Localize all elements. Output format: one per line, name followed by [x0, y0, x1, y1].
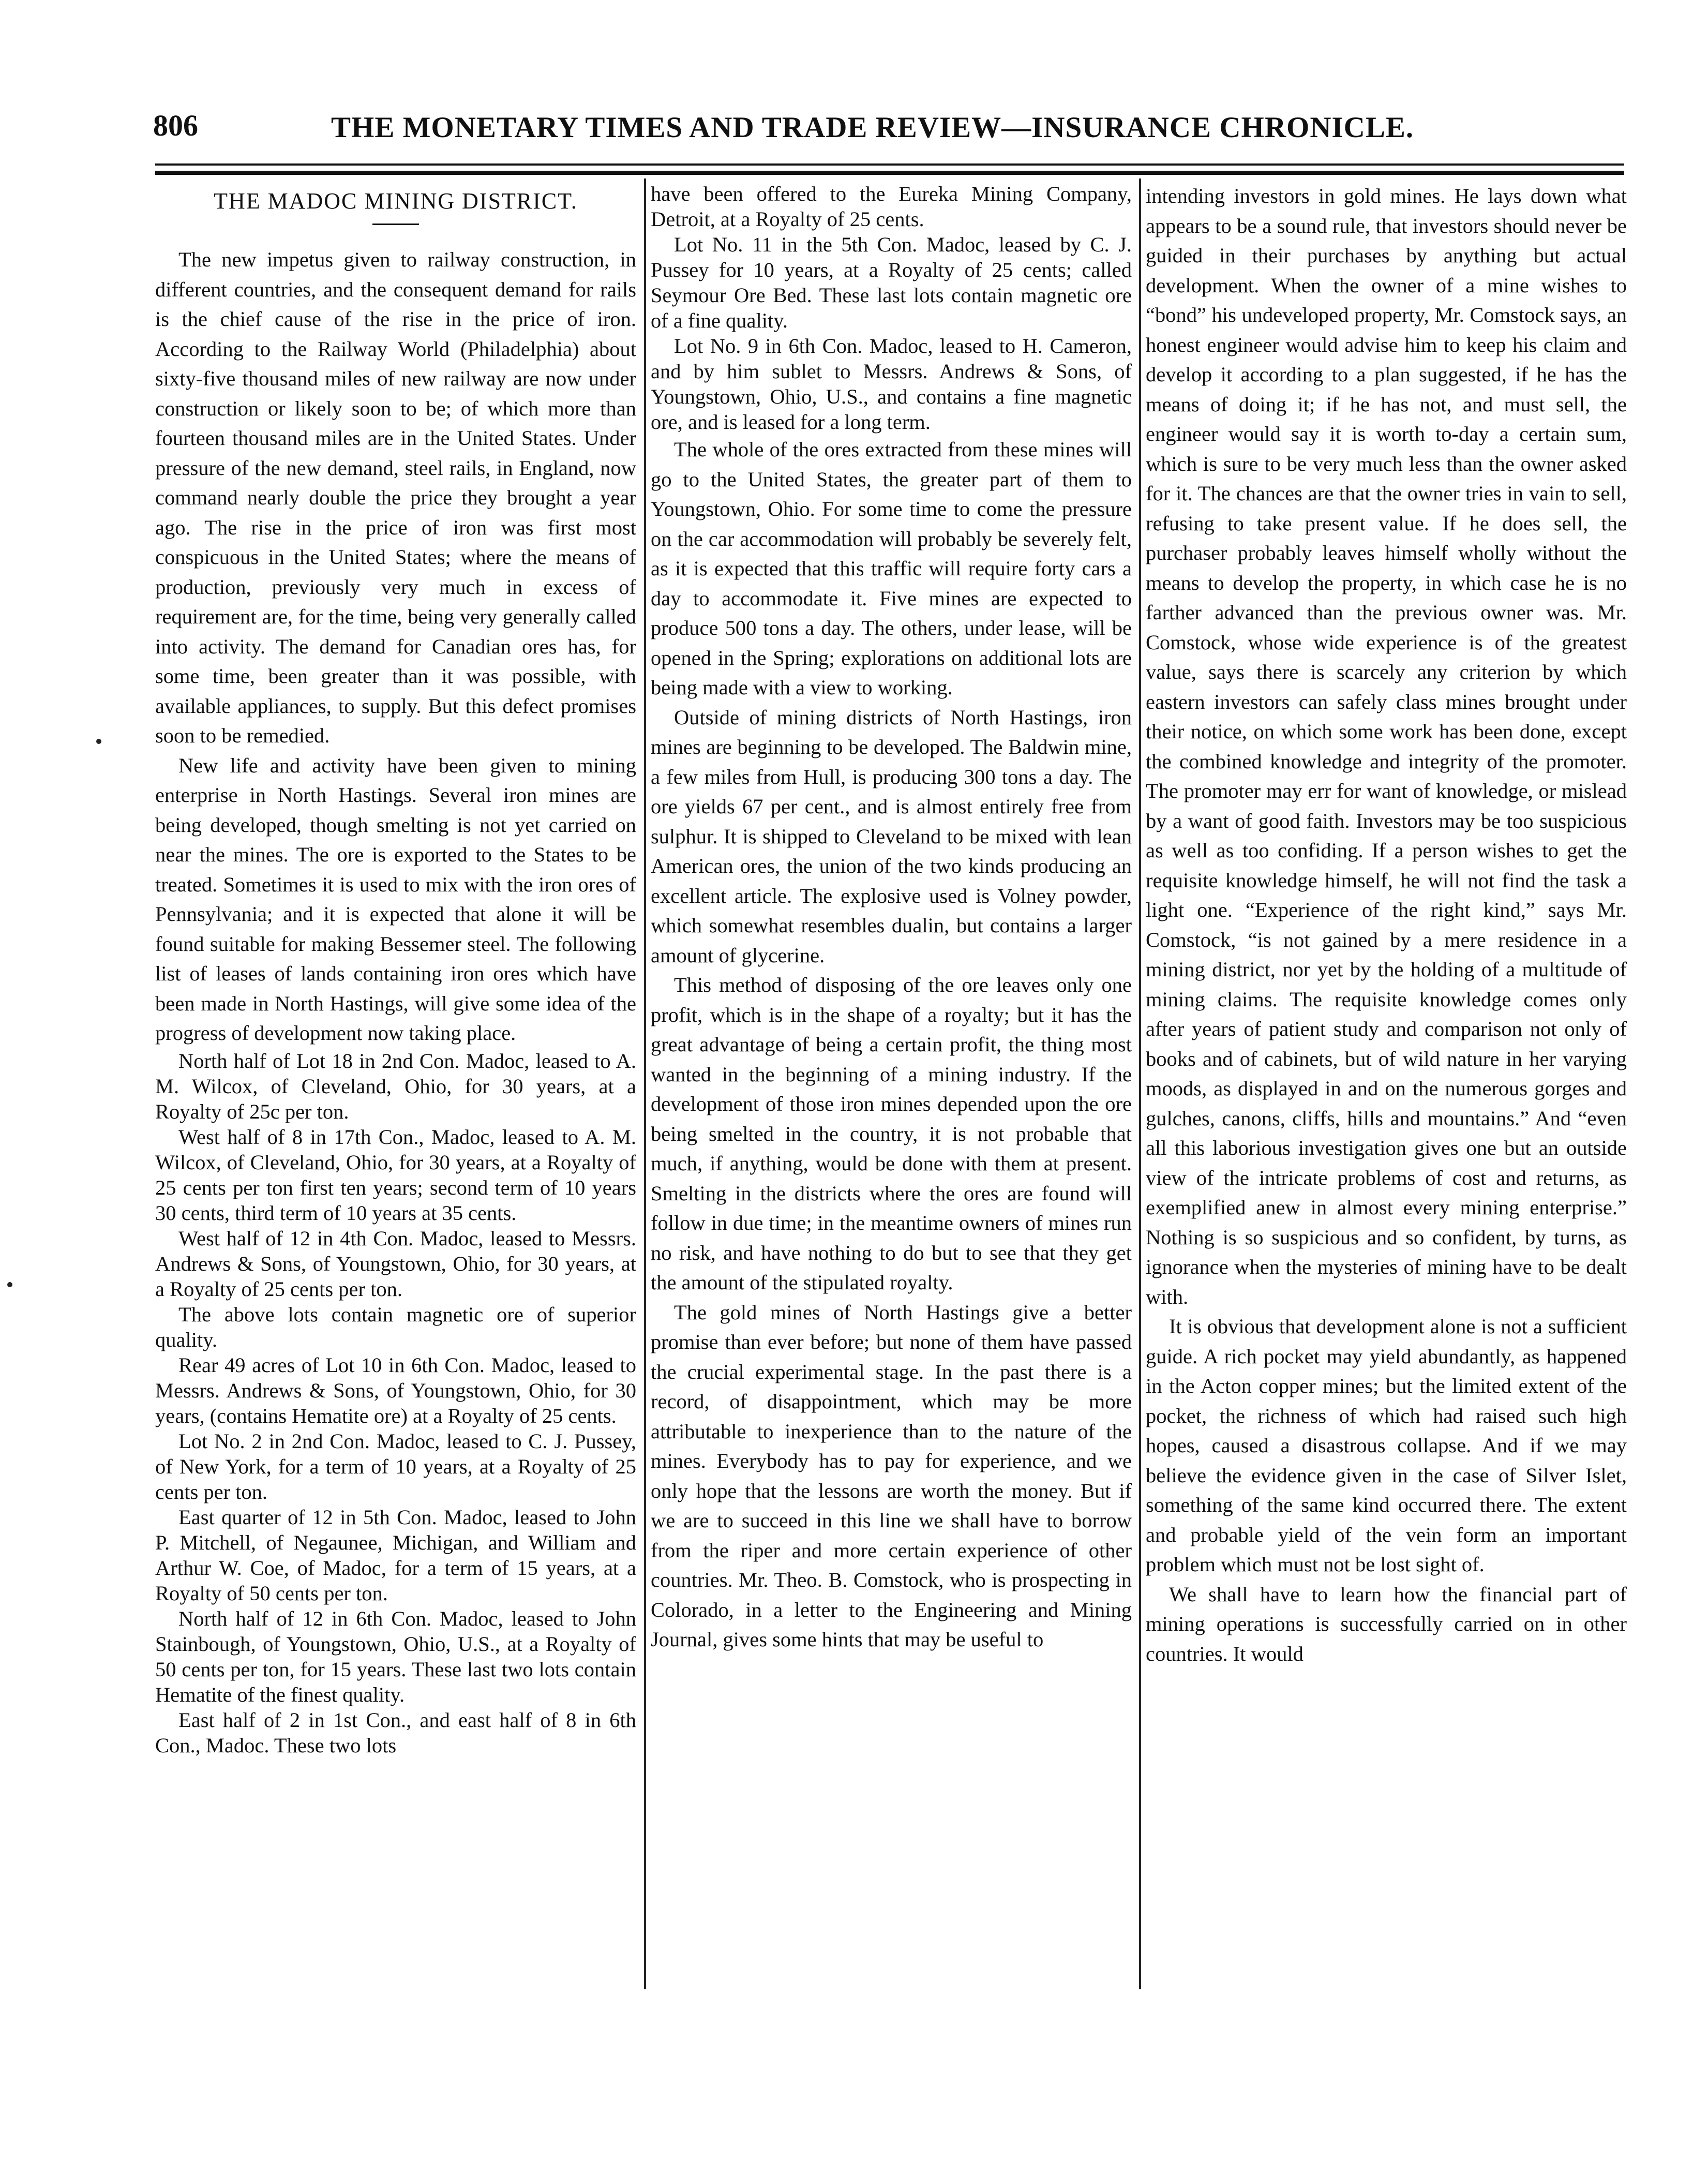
lease-entry: The above lots contain magnetic ore of superior quality. — [155, 1302, 636, 1351]
paragraph: The gold mines of North Hastings give a better promise than ever before; but none of them have passed the crucial experimental stage. In the past there is a record, of disappointment, which may be more attributable to inexperience than to the nature of the mines. Everybody has to pay for experience, and we only hope that the lessons are worth the money. But if we are to succeed in this line we shall have to borrow from the riper and more certain experience of other countries. Mr. Theo. B. Comstock, who is prospecting in Colorado, in a letter to the Engineering and Mining Journal, gives some hints that may be useful to — [651, 1300, 1132, 1651]
column-divider-1 — [644, 178, 646, 1989]
title-rule — [372, 224, 419, 225]
lease-entry: Rear 49 acres of Lot 10 in 6th Con. Madoc, leased to Messrs. Andrews & Sons, of Youngstown, Ohio, for 30 years, (contains Hematite ore) at a Royalty of 25 cents. — [155, 1353, 636, 1427]
page-number: 806 — [153, 109, 198, 142]
running-head: THE MONETARY TIMES AND TRADE REVIEW—INSURANCE CHRONICLE. — [331, 111, 1414, 144]
paragraph: This method of disposing of the ore leaves only one profit, which is in the shape of a royalty; but it has the great advantage of being a certain profit, the thing most wanted in the beginning of a mining industry. If the development of those iron mines depended upon the ore being smelted in the country, it is not probable that much, if anything, would be done with them at present. Smelting in the districts where the ores are found will follow in due time; in the meantime owners of mines run no risk, and have nothing to do but to see that they get the amount of the stipulated royalty. — [651, 973, 1132, 1294]
paragraph: The whole of the ores extracted from these mines will go to the United States, the greater part of them to Youngstown, Ohio. For some time to come the pressure on the car accommodation will probably be severely felt, as it is expected that this traffic will require forty cars a day to accommodate it. Five mines are expected to produce 500 tons a day. The others, under lease, will be opened in the Spring; explorations on additional lots are being made with a view to working. — [651, 438, 1132, 699]
lease-entry: West half of 8 in 17th Con., Madoc, leased to A. M. Wilcox, of Cleveland, Ohio, for 30 years, at a Royalty of 25 cents per ton first ten years; second term of 10 years 30 cents, third term of 10 years at 35 cents. — [155, 1125, 636, 1225]
lease-entry: North half of 12 in 6th Con. Madoc, leased to John Stainbough, of Youngstown, Ohio, U.S., at a Royalty of 50 cents per ton, for 15 years. These last two lots contain Hematite of the finest quality. — [155, 1606, 636, 1706]
lease-entry: West half of 12 in 4th Con. Madoc, leased to Messrs. Andrews & Sons, of Youngstown, Ohio, for 30 years, at a Royalty of 25 cents per ton. — [155, 1226, 636, 1301]
lease-entry: North half of Lot 18 in 2nd Con. Madoc, leased to A. M. Wilcox, of Cleveland, Ohio, for 30 years, at a Royalty of 25c per ton. — [155, 1049, 636, 1123]
lease-entry: Lot No. 11 in the 5th Con. Madoc, leased by C. J. Pussey for 10 years, at a Royalty of 25 cents; called Seymour Ore Bed. These last lots contain magnetic ore of a fine quality. — [651, 233, 1132, 332]
paragraph: Outside of mining districts of North Hastings, iron mines are beginning to be developed. The Baldwin mine, a few miles from Hull, is producing 300 tons a day. The ore yields 67 per cent., and is almost entirely free from sulphur. It is shipped to Cleveland to be mixed with lean American ores, the union of the two kinds producing an excellent article. The explosive used is Volney powder, which somewhat resembles dualin, but contains a larger amount of glycerine. — [651, 705, 1132, 967]
paragraph: The new impetus given to railway construction, in different countries, and the consequent demand for rails is the chief cause of the rise in the price of iron. According to the Railway World (Philadelphia) about sixty-five thousand miles of new railway are now under construction or likely soon to be; of which more than fourteen thousand miles are in the United States. Under pressure of the new demand, steel rails, in England, now command nearly double the price they brought a year ago. The rise in the price of iron was first most conspicuous in the United States; where the means of production, previously very much in excess of requirement are, for the time, being very generally called into activity. The demand for Canadian ores has, for some time, been greater than it was possible, with available appliances, to supply. But this defect promises soon to be remedied. — [155, 248, 636, 747]
lease-entry: Lot No. 9 in 6th Con. Madoc, leased to H. Cameron, and by him sublet to Messrs. Andrews & Sons, of Youngstown, Ohio, U.S., and contains a fine magnetic ore, and is leased for a long term. — [651, 334, 1132, 434]
column-1 — [155, 181, 636, 2095]
header-rule-thick — [155, 171, 1624, 175]
lease-entry: East quarter of 12 in 5th Con. Madoc, leased to John P. Mitchell, of Negaunee, Michigan, and William and Arthur W. Coe, of Madoc, for a term of 15 years, at a Royalty of 50 cents per ton. — [155, 1505, 636, 1605]
paragraph: New life and activity have been given to mining enterprise in North Hastings. Several iron mines are being developed, though smelting is not yet carried on near the mines. The ore is exported to the States to be treated. Sometimes it is used to mix with the iron ores of Pennsylvania; and it is expected that alone it will be found suitable for making Bessemer steel. The following list of leases of lands containing iron ores which have been made in North Hastings, will give some idea of the progress of development now taking place. — [155, 753, 636, 1045]
lease-entry: Lot No. 2 in 2nd Con. Madoc, leased to C. J. Pussey, of New York, for a term of 10 years, at a Royalty of 25 cents per ton. — [155, 1429, 636, 1503]
column-divider-2 — [1139, 178, 1141, 1989]
paragraph: We shall have to learn how the financial part of mining operations is successfully carried on in other countries. It would — [1146, 1582, 1627, 1665]
lease-entry: have been offered to the Eureka Mining Company, Detroit, at a Royalty of 25 cents. — [651, 182, 1132, 231]
header-rule-thin — [155, 163, 1624, 166]
margin-speck — [7, 1282, 12, 1287]
paragraph: intending investors in gold mines. He lays down what appears to be a sound rule, that investors should never be guided in their purchases by anything but actual development. When the owner of a mine wishes to “bond” his undeveloped property, Mr. Comstock says, an honest engineer would advise him to keep his claim and develop it according to a plan suggested, if he has the means of doing it; if he has not, and must sell, the engineer would say it is worth to-day a certain sum, which is sure to be very much less than the owner asked for it. The chances are that the owner tries in vain to sell, refusing to take present value. If he does sell, the purchaser probably leaves himself wholly without the means to develop the property, in which case he is no farther advanced than the previous owner was. Mr. Comstock, whose wide experience is of the greatest value, says there is scarcely any criterion by which eastern investors can safely class mines brought under their notice, on which some work has been done, except the combined knowledge and integrity of the promoter. The promoter may err for want of knowledge, or mislead by a want of good faith. Investors may be too suspicious as well as too confiding. If a person wishes to get the requisite knowledge himself, he will not find the task a light one. “Experience of the right kind,” says Mr. Comstock, “is not gained by a mere residence in a mining district, nor yet by the holding of a multitude of mining claims. The requisite knowledge comes only after years of patient study and comparison not only of books and of cabinets, but of wild nature in her varying moods, as displayed in and on the numerous gorges and gulches, canons, cliffs, hills and mountains.” And “even all this laborious investigation gives one but an outside view of the intricate problems of cost and returns, as exemplified anew in almost every mining enterprise.” Nothing is so suspicious and so confident, by turns, as ignorance when the mysteries of mining have to be dealt with. — [1146, 184, 1627, 1308]
article-title: THE MADOC MINING DISTRICT. — [214, 188, 578, 214]
column-3 — [1146, 181, 1627, 2095]
lease-entry: East half of 2 in 1st Con., and east half of 8 in 6th Con., Madoc. These two lots — [155, 1708, 636, 1757]
column-2 — [651, 181, 1132, 2095]
margin-speck — [96, 739, 101, 744]
paragraph: It is obvious that development alone is not a sufficient guide. A rich pocket may yield abundantly, as happened in the Acton copper mines; but the limited extent of the pocket, the richness of which had raised such high hopes, caused a disastrous collapse. And if we may believe the evidence given in the case of Silver Islet, something of the same kind occurred there. The extent and probable yield of the vein form an important problem which must not be lost sight of. — [1146, 1315, 1627, 1576]
